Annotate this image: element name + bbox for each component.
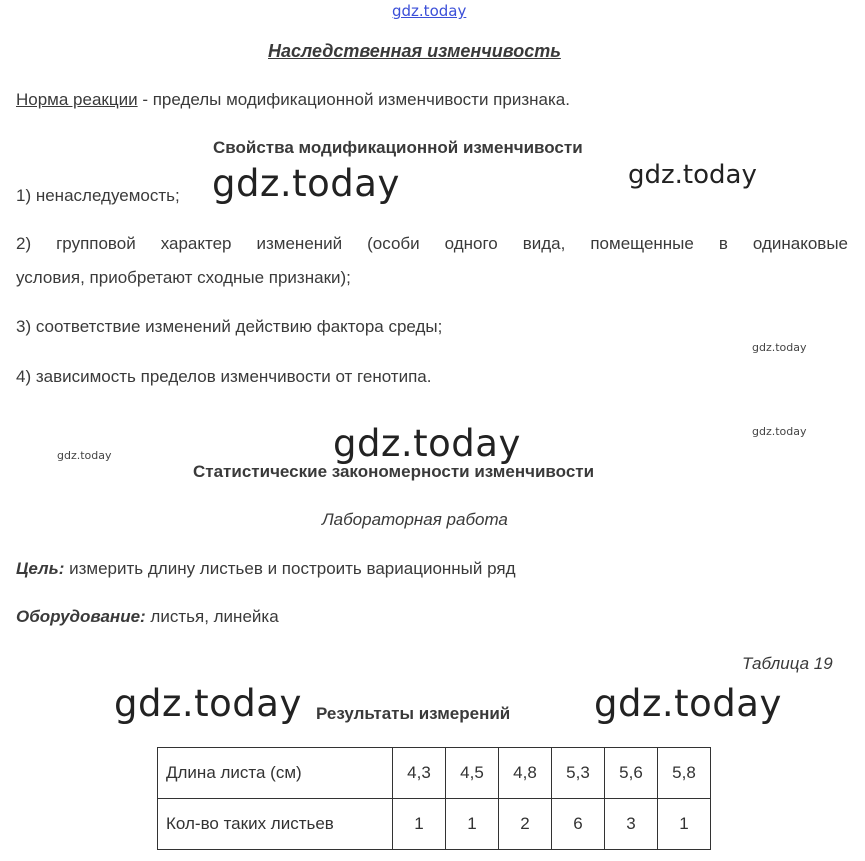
equipment-line (16, 607, 279, 627)
watermark-top-link[interactable]: gdz.today (392, 2, 467, 20)
goal-text: измерить длину листьев и построить вариационный ряд (64, 559, 516, 578)
table-cell: 2 (499, 799, 552, 850)
property-item: 2) групповой характер изменений (особи одного вида, помещенные в одинаковые (16, 234, 848, 253)
table-cell: 4,8 (499, 748, 552, 799)
table-cell: 4,3 (393, 748, 446, 799)
table-row (158, 748, 711, 799)
section-heading: Статистические закономерности изменчивости (193, 462, 595, 481)
watermark: gdz.today (594, 682, 782, 725)
watermark: gdz.today (57, 449, 112, 462)
table-cell: 1 (446, 799, 499, 850)
watermark: gdz.today (752, 425, 807, 438)
table-cell: 5,6 (605, 748, 658, 799)
table-cell: 4,5 (446, 748, 499, 799)
goal-line (16, 559, 516, 579)
watermark: gdz.today (333, 422, 521, 465)
table-cell: 5,8 (658, 748, 711, 799)
watermark: gdz.today (114, 682, 302, 725)
property-item: 1) ненаследуемость; (16, 186, 180, 205)
watermark: gdz.today (628, 160, 757, 190)
definition-text: - пределы модификационной изменчивости признака. (137, 90, 570, 109)
table-cell: 5,3 (552, 748, 605, 799)
table-cell: 1 (658, 799, 711, 850)
property-item: 4) зависимость пределов изменчивости от генотипа. (16, 367, 432, 386)
page-title: Наследственная изменчивость (268, 41, 561, 61)
goal-label: Цель: (16, 559, 65, 578)
equipment-text: листья, линейка (145, 607, 279, 626)
lab-work-subheading: Лабораторная работа (322, 510, 508, 529)
watermark: gdz.today (212, 162, 400, 205)
table-row (158, 799, 711, 850)
equipment-label: Оборудование: (16, 607, 146, 626)
term: Норма реакции (16, 90, 138, 109)
row-label: Кол-во таких листьев (158, 799, 393, 850)
table-cell: 3 (605, 799, 658, 850)
property-item: 3) соответствие изменений действию фактора среды; (16, 317, 443, 336)
table-title: Результаты измерений (316, 704, 511, 723)
table-cell: 1 (393, 799, 446, 850)
definition-line (16, 90, 570, 110)
properties-heading: Свойства модификационной изменчивости (213, 138, 583, 157)
watermark: gdz.today (752, 341, 807, 354)
table-caption: Таблица 19 (742, 654, 833, 673)
table-cell: 6 (552, 799, 605, 850)
property-item-continuation: условия, приобретают сходные признаки); (16, 268, 351, 287)
results-table (157, 747, 711, 850)
row-label: Длина листа (см) (158, 748, 393, 799)
